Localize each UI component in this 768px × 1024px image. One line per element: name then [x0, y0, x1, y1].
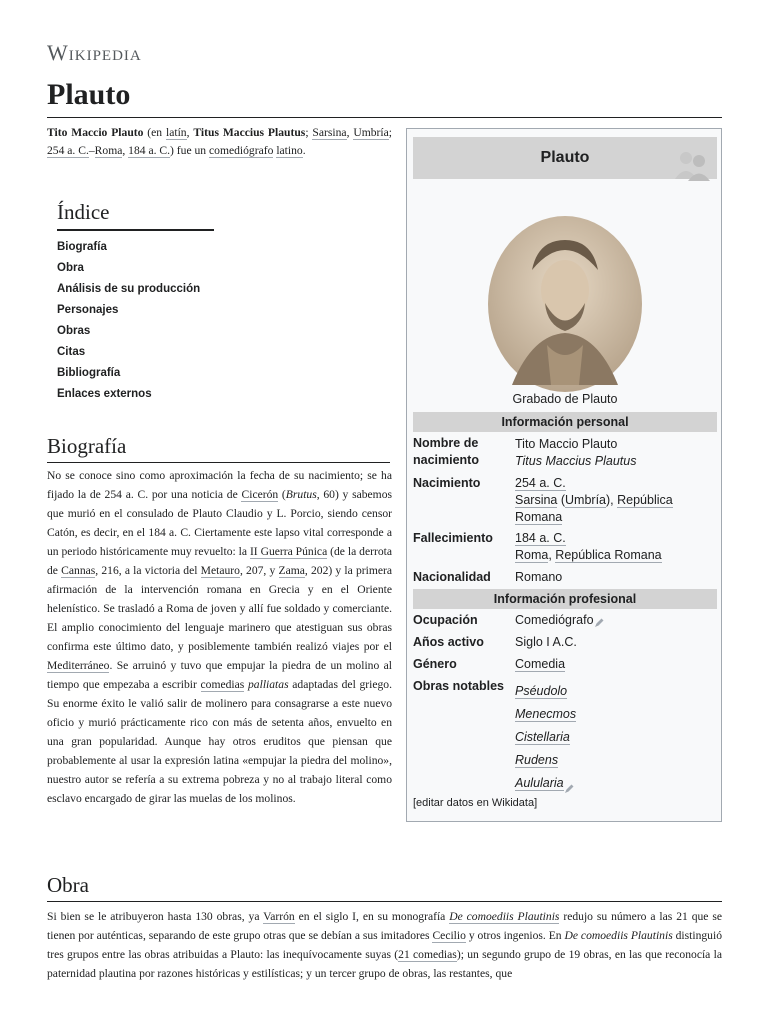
text: ); un segundo grupo de 19 obras, en las que reconocía la paternidad plautina por razones históricas y estilísticas; y un tercer grupo de obras, las restantes, que [47, 948, 722, 980]
link-work[interactable]: Menecmos [515, 707, 577, 721]
link-latin[interactable]: latín [166, 126, 187, 139]
link-cannas[interactable]: Cannas [61, 564, 96, 577]
link-comedia[interactable]: Comedia [515, 657, 566, 671]
link-death-year[interactable]: 184 a. C. [128, 144, 171, 157]
lead-paragraph [47, 124, 392, 160]
link-21-comedias[interactable]: 21 comedias [398, 948, 457, 961]
title-divider [47, 117, 722, 118]
text: ( [278, 488, 286, 501]
text: . Se arruinó y tuvo que empujar la piedra de un molino al tiempo que empezaba a escribir [47, 659, 392, 691]
link-comedias[interactable]: comedias [200, 678, 245, 691]
link-work[interactable]: Rudens [515, 753, 559, 767]
link-roma[interactable]: Roma [94, 144, 123, 157]
link-roma[interactable]: Roma [515, 548, 549, 562]
edit-wikidata-link[interactable]: [editar datos en Wikidata] [413, 797, 538, 809]
page-title: Plauto [47, 78, 131, 111]
label-fallecimiento: Fallecimiento [413, 531, 493, 545]
label-ocupacion: Ocupación [413, 613, 478, 627]
lead-text: ; [388, 126, 392, 139]
section-heading-biografia: Biografía [47, 434, 390, 463]
text: ( [557, 493, 566, 507]
lead-latin-name: Titus Maccius Plautus [193, 126, 306, 139]
toc-item[interactable]: Obra [57, 262, 84, 274]
link-umbria[interactable]: Umbría [353, 126, 389, 139]
link-varron[interactable]: Varrón [263, 910, 295, 923]
portrait-image[interactable] [487, 215, 643, 393]
label-obras-notables: Obras notables [413, 679, 504, 693]
link-work[interactable]: Pséudolo [515, 684, 568, 698]
portrait-caption: Grabado de Plauto [512, 392, 618, 406]
wikipedia-wordmark[interactable]: Wikipedia [47, 40, 142, 65]
toc-item[interactable]: Enlaces externos [57, 388, 152, 400]
link-work[interactable]: Cistellaria [515, 730, 570, 744]
toc-title: Índice [57, 200, 214, 231]
link-republica-romana[interactable]: República Romana [515, 493, 673, 524]
link-work[interactable]: Aulularia [515, 776, 564, 790]
link-comediografo[interactable]: comediógrafo [209, 144, 274, 157]
lead-text: – [88, 144, 95, 157]
infobox-title [413, 137, 717, 179]
value-ocupacion [515, 612, 715, 629]
label-nombre: Nombre de nacimiento [413, 436, 479, 467]
link-birth-year[interactable]: 254 a. C. [515, 476, 566, 490]
link-ciceron[interactable]: Cicerón [241, 488, 279, 501]
value-fallecimiento [515, 530, 715, 564]
label-anos-activo: Años activo [413, 635, 484, 649]
text: Si bien se le atribuyeron hasta 130 obras, ya [47, 910, 264, 923]
link-umbria[interactable]: Umbría [565, 493, 607, 507]
pencil-icon[interactable] [564, 779, 574, 789]
link-metauro[interactable]: Metauro [200, 564, 240, 577]
text: en el siglo I, en su monografía [294, 910, 450, 923]
value-nacimiento [515, 475, 715, 526]
toc-item[interactable]: Personajes [57, 304, 119, 316]
toc-item[interactable]: Citas [57, 346, 86, 358]
infobox-section-professional: Información profesional [413, 589, 717, 609]
link-latino[interactable]: latino [276, 144, 303, 157]
link-zama[interactable]: Zama [278, 564, 305, 577]
lead-text: (en [143, 126, 166, 139]
link-cecilio[interactable]: Cecilio [432, 929, 466, 942]
value-anos-activo: Siglo I A.C. [515, 635, 577, 649]
value-genero [515, 656, 715, 673]
lead-text: ; [305, 126, 313, 139]
obra-paragraph [47, 907, 722, 983]
text: , 207, y [239, 564, 279, 577]
toc-item[interactable]: Análisis de su producción [57, 283, 201, 295]
link-birth-year[interactable]: 254 a. C. [47, 144, 89, 157]
link-sarsina[interactable]: Sarsina [515, 493, 558, 507]
section-heading-obra: Obra [47, 873, 722, 902]
toc-item[interactable]: Obras [57, 325, 91, 337]
text: No se conoce sino como aproximación la fecha de su nacimiento; se ha fijado la de 254 a. C. por una noticia de [47, 469, 392, 501]
lead-text: ) fue un [170, 144, 210, 157]
italic-text: Brutus [285, 488, 317, 501]
text: distinguió tres grupos entre las obras atribuidas a Plauto: las inequívocamente suyas ( [47, 929, 722, 961]
value-latin-name: Titus Maccius Plautus [515, 454, 637, 468]
text: redujo su número a las 21 que se tienen por auténticas, separando de este grupo otras que se debían a sus imitadores [47, 910, 722, 942]
text: , [548, 548, 556, 562]
toc-list [57, 237, 357, 405]
biografia-paragraph [47, 466, 392, 808]
infobox [406, 128, 722, 822]
label-genero: Género [413, 657, 457, 671]
italic-text: palliatas [248, 678, 289, 691]
link-death-year[interactable]: 184 a. C. [515, 531, 566, 545]
value-obras-notables [515, 680, 715, 795]
label-nacionalidad: Nacionalidad [413, 570, 491, 584]
users-icon [673, 145, 711, 200]
lead-text: , [122, 144, 129, 157]
link-sarsina[interactable]: Sarsina [312, 126, 347, 139]
table-of-contents [57, 200, 357, 405]
italic-text: De comoediis Plautinis [564, 929, 673, 942]
lead-name: Tito Maccio Plauto [47, 126, 144, 139]
infobox-title-text: Plauto [540, 149, 590, 166]
text: adaptadas del griego. Su enorme éxito le valió salir de molinero para consagrarse a este nuevo oficio y murió prácticamente rico con más de setenta años, envuelto en una gran popularidad. Aunque hay otros eruditos que piensan que probablemente al usar la expresión latina «empujar la piedra del molino», nuestro autor se refería a su extrema pobreza y no al trabajo literal como esclavo encargado de girar las muelas de los molinos. [47, 678, 392, 805]
link-de-comoediis[interactable]: De comoediis Plautinis [449, 910, 560, 923]
toc-item[interactable]: Biografía [57, 241, 107, 253]
text: ), [606, 493, 618, 507]
value-line: Tito Maccio Plauto [515, 437, 618, 451]
lead-text: , [346, 126, 354, 139]
link-guerra-punica[interactable]: II Guerra Púnica [249, 545, 328, 558]
lead-text: . [302, 144, 306, 157]
toc-item[interactable]: Bibliografía [57, 367, 121, 379]
text: , 202) y la primera afirmación de la intervención romana en Grecia y en el Oriente helenístico. Se trasladó a Roma de joven y allí fue soldado y comerciante. El amplio conocimiento del lenguaje marinero que atestiguan sus obras confirma este último dato, y posiblemente también realizó viajes por el [47, 564, 393, 653]
text: , 216, a la victoria del [95, 564, 201, 577]
link-republica-romana[interactable]: República Romana [555, 548, 662, 562]
value-text: Comediógrafo [515, 613, 594, 627]
text: , 60) y sabemos que murió en el consulado de Plauto Claudio y L. Porcio, siendo censor Catón, es decir, en el 184 a. C. Ciertamente este lapso vital corresponde a un periodo históricamente muy revuelto: la [47, 488, 393, 558]
text: (de la derrota de [47, 545, 392, 577]
text: y otros ingenios. En [465, 929, 565, 942]
pencil-icon[interactable] [594, 616, 604, 626]
lead-text: , [186, 126, 194, 139]
value-nombre [515, 436, 715, 470]
value-nacionalidad: Romano [515, 570, 563, 584]
label-nacimiento: Nacimiento [413, 476, 481, 490]
infobox-section-personal: Información personal [413, 412, 717, 432]
link-mediterraneo[interactable]: Mediterráneo [47, 659, 110, 672]
